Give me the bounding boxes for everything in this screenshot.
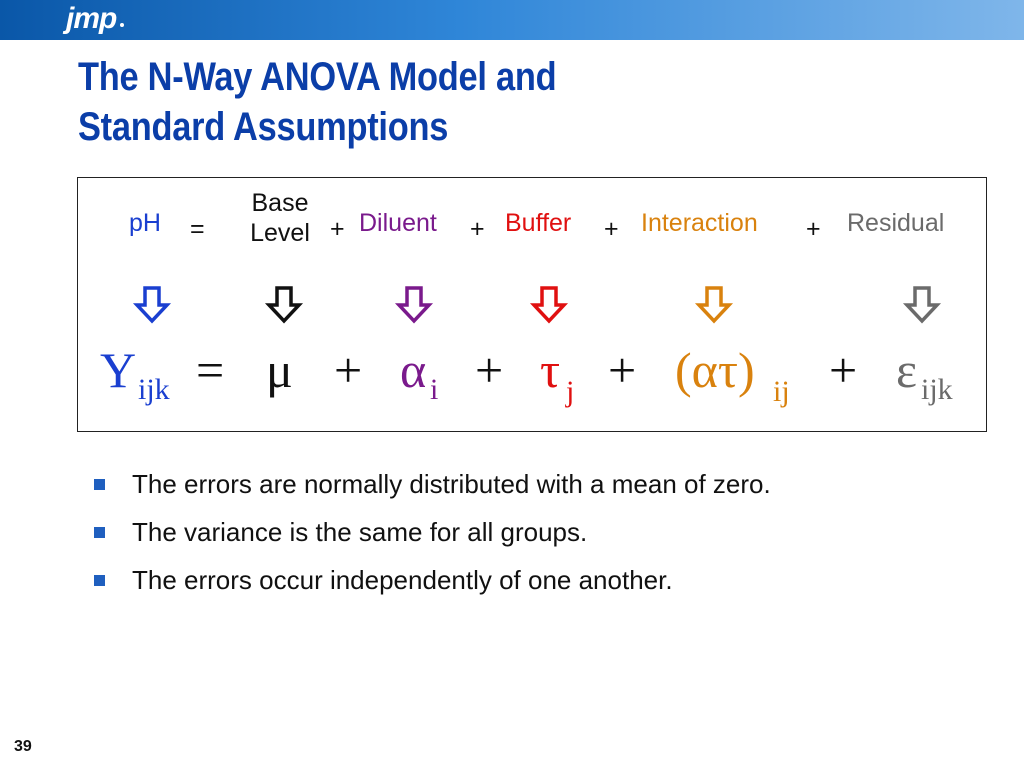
label-plus-2: + <box>470 215 485 243</box>
subscript-j: j <box>566 375 575 408</box>
header-bar <box>0 0 1024 40</box>
label-ph: pH <box>129 209 161 237</box>
logo-dot <box>120 23 124 27</box>
label-residual: Residual <box>847 209 945 237</box>
symbol-mu: μ <box>266 342 293 398</box>
down-arrow-icon <box>132 285 172 325</box>
label-plus-1: + <box>330 215 345 243</box>
symbol-epsilon: ε <box>896 342 917 398</box>
list-item-text: The errors occur independently of one another. <box>132 565 673 595</box>
list-item <box>94 561 994 609</box>
title-line-1: The N-Way ANOVA Model and <box>78 55 557 99</box>
label-plus-4: + <box>806 215 821 243</box>
label-level: Level <box>250 219 310 247</box>
list-item <box>94 465 994 513</box>
bullet-square-icon <box>94 575 105 586</box>
jmp-logo: jmp <box>66 2 117 35</box>
symbol-tau: τ <box>540 342 561 398</box>
symbol-y: Y <box>100 342 137 398</box>
model-box <box>77 177 987 432</box>
subscript-ij: ij <box>773 375 790 408</box>
bullet-square-icon <box>94 479 105 490</box>
down-arrow-icon <box>394 285 434 325</box>
list-item <box>94 513 994 561</box>
label-base: Base <box>251 189 309 217</box>
label-equals: = <box>190 215 205 243</box>
assumption-list <box>94 465 994 609</box>
label-base-level <box>245 188 315 248</box>
symbol-alpha-tau: (ατ) <box>675 342 755 398</box>
bullet-square-icon <box>94 527 105 538</box>
subscript-i: i <box>430 373 439 406</box>
symbol-plus-1: + <box>334 342 363 398</box>
symbol-equals: = <box>196 342 225 398</box>
list-item-text: The errors are normally distributed with a mean of zero. <box>132 469 771 499</box>
label-buffer: Buffer <box>505 209 572 237</box>
label-plus-3: + <box>604 215 619 243</box>
symbol-alpha: α <box>400 342 427 398</box>
down-arrow-icon <box>902 285 942 325</box>
subscript-ijk: ijk <box>138 373 170 406</box>
list-item-text: The variance is the same for all groups. <box>132 517 588 547</box>
label-diluent: Diluent <box>359 209 437 237</box>
symbol-plus-3: + <box>608 342 637 398</box>
slide-title <box>78 52 852 152</box>
symbol-plus-2: + <box>475 342 504 398</box>
down-arrow-icon <box>529 285 569 325</box>
symbol-plus-4: + <box>829 342 858 398</box>
label-interaction: Interaction <box>641 209 758 237</box>
title-line-2: Standard Assumptions <box>78 105 449 149</box>
page-number: 39 <box>14 738 32 755</box>
down-arrow-icon <box>694 285 734 325</box>
subscript-ijk: ijk <box>921 373 953 406</box>
down-arrow-icon <box>264 285 304 325</box>
